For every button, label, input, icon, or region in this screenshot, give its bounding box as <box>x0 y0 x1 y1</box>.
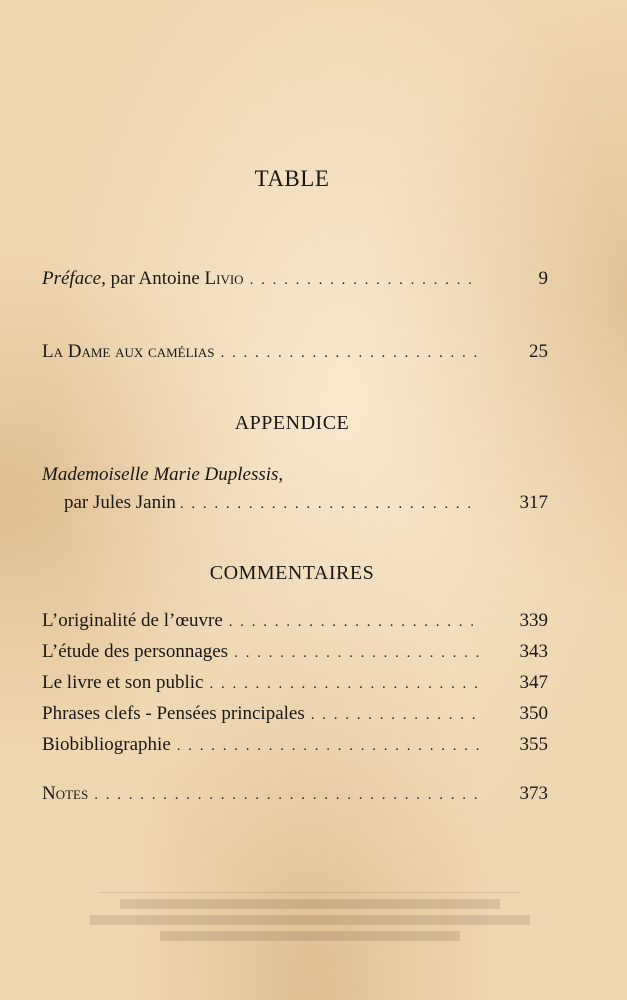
page-number: 317 <box>519 492 548 513</box>
entry-title: Phrases clefs - Pensées principales <box>42 703 305 724</box>
toc-title: TABLE <box>254 166 330 191</box>
dot-leader <box>177 738 480 755</box>
entry-title: Biobibliographie <box>42 734 171 755</box>
toc-entry-notes <box>42 783 548 805</box>
page-number: 373 <box>519 783 548 804</box>
dot-leader <box>220 345 480 362</box>
entry-title: Mademoiselle Marie Duplessis, <box>42 464 284 485</box>
page-number: 25 <box>529 341 548 362</box>
section-heading-commentaires: COMMENTAIRES <box>209 562 375 584</box>
page-number: 355 <box>519 734 548 755</box>
entry-title: Le livre et son public <box>42 672 204 693</box>
toc-entry-phrases-clefs <box>42 703 548 725</box>
dot-leader <box>229 614 480 631</box>
entry-title: L’étude des personnages <box>42 641 229 662</box>
page-number: 339 <box>519 610 548 631</box>
entry-title: Notes <box>42 783 89 804</box>
dot-leader <box>180 496 480 513</box>
dot-leader <box>94 787 480 804</box>
dot-leader <box>234 645 480 662</box>
toc-entry-biobibliographie <box>42 734 548 756</box>
entry-title: L’originalité de l’œuvre <box>42 610 223 631</box>
dot-leader <box>311 707 480 724</box>
dot-leader <box>250 272 480 289</box>
section-heading-appendice: APPENDICE <box>234 412 350 434</box>
toc-entry-personnages <box>42 641 548 663</box>
entry-title: La Dame aux camélias <box>42 341 215 362</box>
entry-title: Préface, par Antoine Livio <box>42 268 244 289</box>
page-number: 347 <box>519 672 548 693</box>
dot-leader <box>209 676 480 693</box>
page-number: 350 <box>519 703 548 724</box>
toc-entry-preface <box>42 268 548 290</box>
toc-entry-duplessis <box>42 464 548 514</box>
show-through-texture <box>60 880 560 970</box>
page-number: 9 <box>538 268 548 289</box>
toc-entry-originalite <box>42 610 548 632</box>
page-number: 343 <box>519 641 548 662</box>
entry-subtitle: par Jules Janin <box>64 492 176 513</box>
toc-entry-dame-aux-camelias <box>42 341 548 363</box>
toc-entry-livre-public <box>42 672 548 694</box>
